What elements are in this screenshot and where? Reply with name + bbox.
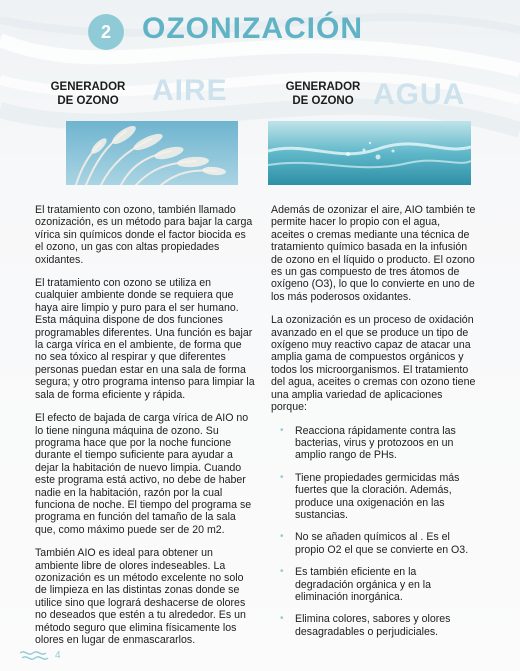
bullet-icon: • — [280, 613, 284, 625]
left-column — [35, 204, 255, 657]
section-number-badge: 2 — [88, 14, 124, 50]
list-item-text: Elimina colores, sabores y olores desagradables o perjudiciales. — [295, 613, 451, 638]
right-paragraph-1: Además de ozonizar el aire, AIO también te permite hacer lo propio con el agua, aceites o cremas mediante una técnica de tratamiento químico basada en la infusión de ozono en el líquido o producto. El ozono es un gas compuesto de tres átomos de oxígeno (O3), lo que lo convierte en uno de los más poderosos oxidantes. — [271, 204, 476, 303]
pampas-grass-photo — [66, 121, 238, 185]
list-item — [271, 566, 476, 603]
left-generator-label: GENERADOR DE OZONO — [50, 81, 126, 107]
page-number: 4 — [55, 650, 61, 661]
header — [0, 0, 520, 60]
benefits-list — [271, 425, 476, 639]
list-item-text: Tiene propiedades germicidas más fuertes que la cloración. Además, produce una oxigenación en las sustancias. — [295, 471, 460, 521]
agua-heading: AGUA — [373, 78, 466, 111]
bullet-icon: • — [280, 531, 284, 543]
left-paragraph-3: El efecto de bajada de carga vírica de AIO no lo tiene ninguna máquina de ozono. Su programa hace que por la noche funcione durante el tiempo suficiente para ayudar a dejar la habitación de nuevo limpia. Cuando este programa está activo, no debe de haber nadie en la habitación, razón por la cual funciona de noche. El tiempo del programa se programa en función del tamaño de la sala que, como máximo puede ser de 20 m2. — [35, 412, 252, 536]
bullet-icon: • — [280, 566, 284, 578]
bullet-icon: • — [280, 471, 284, 483]
list-item — [271, 531, 476, 556]
left-paragraph-1: El tratamiento con ozono, también llamado ozonización, es un método para bajar la carga vírica sin químicos donde el factor biocida es el ozono, un gas con altas propiedades oxidantes. — [35, 204, 253, 266]
water-surface-photo — [268, 121, 471, 185]
page-title: OZONIZACIÓN — [142, 12, 363, 45]
bullet-icon: • — [280, 424, 284, 436]
left-paragraph-2: El tratamiento con ozono se utiliza en cualquier ambiente donde se requiera que haya aire limpio y puro para el ser humano. Esta máquina dispone de dos funciones programables diferentes. Una función es bajar la carga vírica en el ambiente, de forma que no sea tóxico al respirar y que diferentes personas puedan estar en una sala de forma segura; y otro programa intenso para limpiar la sala de forma eficiente y rápida. — [35, 277, 255, 401]
wave-logo-icon — [20, 649, 50, 663]
right-paragraph-2: La ozonización es un proceso de oxidación avanzado en el que se produce un tipo de oxígeno muy reactivo capaz de atacar una amplia gama de compuestos orgánicos y todos los microorganismos. El tratamiento del agua, aceites o cremas con ozono tiene una amplia variedad de aplicaciones porque: — [271, 314, 476, 414]
left-paragraph-4: También AIO es ideal para obtener un ambiente libre de olores indeseables. La ozonización es un método excelente no solo de limpieza en las distintas zonas donde se utilice sino que logrará deshacerse de olores no deseados que estén a tu alrededor. Es un método seguro que elimina físicamente los olores en lugar de enmascararlos. — [35, 547, 246, 646]
right-column — [271, 204, 476, 648]
right-generator-label: GENERADOR DE OZONO — [285, 81, 361, 107]
aire-heading: AIRE — [152, 74, 228, 107]
list-item — [271, 613, 476, 638]
list-item — [271, 472, 476, 522]
list-item-text: Es también eficiente en la degradación orgánica y en la eliminación inorgánica. — [295, 566, 432, 603]
list-item-text: No se añaden químicos al . Es el propio O2 el que se convierte en O3. — [295, 531, 469, 556]
list-item-text: Reacciona rápidamente contra las bacterias, virus y protozoos en un amplio rango de PHs. — [295, 424, 456, 462]
list-item — [271, 425, 476, 462]
